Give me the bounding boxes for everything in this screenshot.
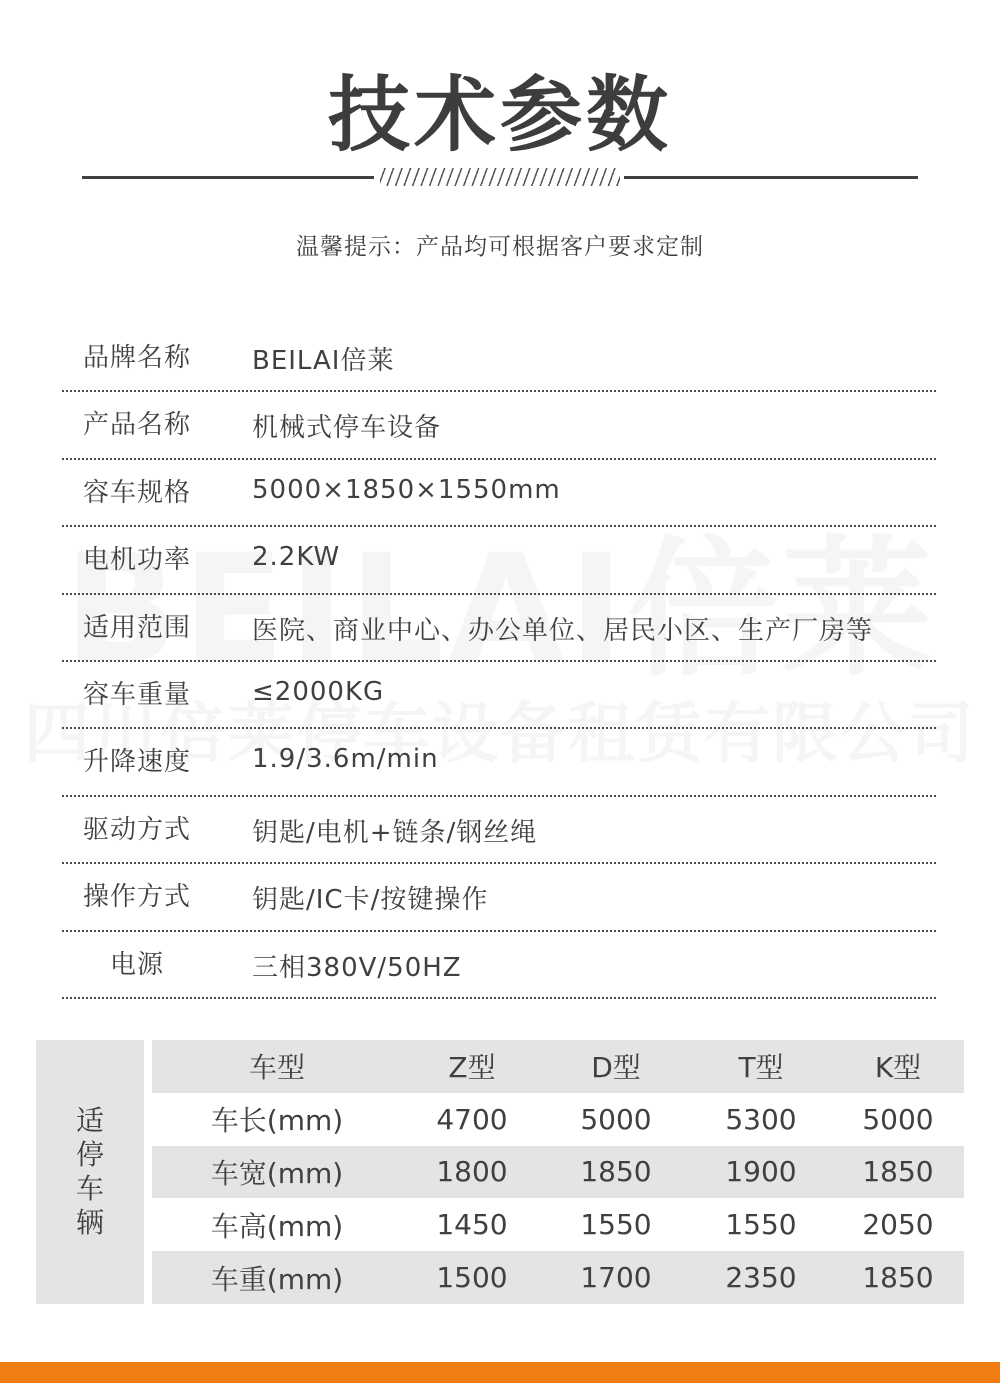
table-cell: 2350 bbox=[690, 1251, 832, 1304]
param-row-brand bbox=[62, 325, 936, 392]
table-cell: 5000 bbox=[580, 1102, 652, 1136]
table-cell: 5300 bbox=[725, 1102, 797, 1136]
param-row-power-supply bbox=[62, 932, 936, 999]
table-row bbox=[152, 1093, 964, 1146]
param-row-motor-power bbox=[62, 527, 936, 594]
table-cell: 1550 bbox=[725, 1208, 797, 1242]
param-value: 5000×1850×1550mm bbox=[252, 474, 561, 505]
table-cell: 1450 bbox=[436, 1208, 508, 1242]
param-row-application bbox=[62, 595, 936, 662]
title-rule-right bbox=[624, 176, 918, 179]
table-cell: 1800 bbox=[402, 1146, 542, 1199]
param-value: 钥匙/电机+链条/钢丝绳 bbox=[252, 817, 538, 848]
param-value: 医院、商业中心、办公单位、居民小区、生产厂房等 bbox=[252, 615, 874, 646]
accent-bottom-bar bbox=[0, 1362, 1000, 1383]
table-row bbox=[152, 1198, 964, 1251]
table-cell: 1500 bbox=[402, 1251, 542, 1304]
table-cell: 1900 bbox=[690, 1146, 832, 1199]
param-label: 适用范围 bbox=[82, 612, 191, 643]
param-row-operation bbox=[62, 864, 936, 931]
table-cell: 2050 bbox=[862, 1208, 934, 1242]
table-cell: 5000 bbox=[862, 1102, 934, 1136]
table-cell: 车重(mm) bbox=[152, 1251, 402, 1304]
table-row bbox=[152, 1251, 964, 1304]
param-label: 容车规格 bbox=[82, 477, 191, 508]
parameter-list bbox=[62, 325, 936, 999]
table-cell: 1850 bbox=[542, 1146, 690, 1199]
table-header-cell: 车型 bbox=[152, 1040, 402, 1093]
param-label: 品牌名称 bbox=[82, 343, 191, 373]
vehicle-spec-table bbox=[152, 1040, 964, 1304]
param-label: 电机功率 bbox=[82, 545, 191, 576]
vehicle-side-label: 适停车辆 bbox=[75, 1104, 104, 1239]
table-cell: 4700 bbox=[436, 1102, 508, 1136]
page-title: 技术参数 bbox=[327, 68, 672, 163]
table-cell: 1850 bbox=[832, 1146, 964, 1199]
param-value: ≤2000KG bbox=[252, 676, 385, 707]
param-label: 容车重量 bbox=[82, 679, 191, 710]
param-row-product bbox=[62, 392, 936, 459]
title-rule-hatch bbox=[380, 168, 620, 186]
param-row-drive bbox=[62, 797, 936, 864]
param-value: 2.2KW bbox=[252, 542, 341, 573]
param-value: 三相380V/50HZ bbox=[252, 952, 462, 983]
title-rule-left bbox=[82, 176, 374, 179]
param-value: 钥匙/IC卡/按键操作 bbox=[252, 885, 489, 916]
param-row-lift-speed bbox=[62, 729, 936, 796]
table-header-row bbox=[152, 1040, 964, 1093]
param-label: 产品名称 bbox=[82, 410, 191, 441]
table-header-cell: D型 bbox=[542, 1040, 690, 1093]
table-header-cell: K型 bbox=[832, 1040, 964, 1093]
param-label: 电源 bbox=[109, 949, 164, 980]
table-header-cell: Z型 bbox=[402, 1040, 542, 1093]
table-cell: 1700 bbox=[542, 1251, 690, 1304]
table-cell: 1550 bbox=[580, 1208, 652, 1242]
param-value: 机械式停车设备 bbox=[252, 413, 442, 444]
table-row bbox=[152, 1146, 964, 1199]
param-label: 操作方式 bbox=[82, 882, 191, 913]
table-header-cell: T型 bbox=[690, 1040, 832, 1093]
vehicle-side-header bbox=[36, 1040, 144, 1304]
table-cell: 车长(mm) bbox=[210, 1104, 344, 1138]
param-value: BEILAI倍莱 bbox=[252, 346, 395, 376]
table-cell: 1850 bbox=[832, 1251, 964, 1304]
param-row-car-weight bbox=[62, 662, 936, 729]
param-value: 1.9/3.6m/min bbox=[252, 744, 439, 775]
param-label: 驱动方式 bbox=[82, 814, 191, 845]
table-cell: 车宽(mm) bbox=[152, 1146, 402, 1199]
param-row-car-size bbox=[62, 460, 936, 527]
customization-tip: 温馨提示：产品均可根据客户要求定制 bbox=[296, 234, 704, 260]
table-cell: 车高(mm) bbox=[210, 1209, 344, 1243]
param-label: 升降速度 bbox=[82, 747, 191, 778]
